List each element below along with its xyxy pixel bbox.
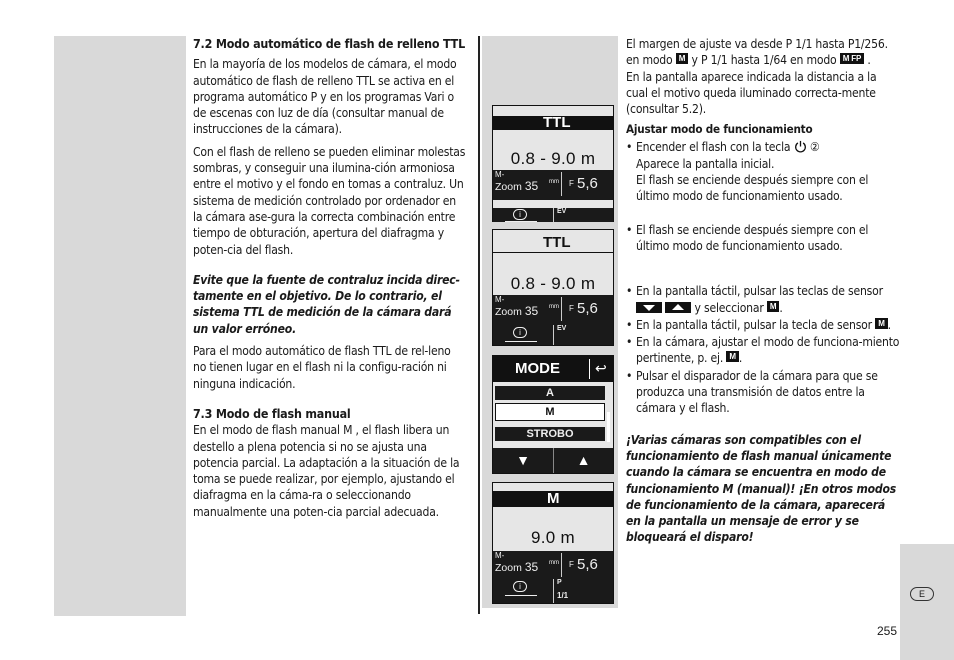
- distance-range: 0.8 - 9.0 m: [510, 274, 596, 293]
- bullet-dot: •: [626, 317, 633, 332]
- flash-screen-ttl-2: [492, 229, 614, 346]
- zoom-aperture-bar: [493, 551, 613, 581]
- separator: [561, 172, 562, 196]
- zoom-value: 35: [524, 179, 539, 193]
- text: El margen de ajuste va desde P 1/1 hasta P1/256. en modo: [626, 37, 888, 68]
- screen-header: [493, 356, 613, 382]
- f-label: F: [569, 304, 574, 313]
- screen-title: MODE: [515, 360, 560, 377]
- text: .: [867, 53, 871, 68]
- warning-paragraph: Evite que la fuente de contraluz incida direc-tamente en el objetivo. De lo contrario, el sistema TTL de medición de la cámara dará un valor erróneo.: [193, 272, 460, 336]
- separator: [561, 553, 562, 577]
- zoom-readout: [495, 304, 538, 318]
- distance-range: 0.8 - 9.0 m: [510, 149, 596, 168]
- text: El flash se enciende después siempre con el último modo de funcionamiento usado.: [636, 173, 869, 204]
- power-label: P: [557, 579, 562, 586]
- separator: [553, 208, 554, 222]
- list-item-text: [636, 334, 900, 367]
- f-label: F: [569, 560, 574, 569]
- screen-header: [493, 491, 613, 507]
- m-label: M-: [495, 551, 505, 560]
- bullet-dot: •: [626, 284, 633, 299]
- zoom-label: Zoom: [495, 306, 522, 318]
- page-number: 255: [877, 624, 898, 638]
- paragraph: En la pantalla aparece indicada la distancia a la cual el motivo queda iluminado correcta-mente (consultar 5.2).: [626, 69, 877, 117]
- bullet-dot: •: [626, 335, 633, 350]
- mm-unit: mm: [549, 179, 559, 185]
- header-rule: [493, 252, 613, 253]
- text: .: [887, 317, 891, 332]
- zoom-label: Zoom: [495, 181, 522, 193]
- screen-title: M: [547, 490, 560, 507]
- text: .: [738, 351, 743, 366]
- list-item: [626, 334, 900, 367]
- power-value: 1/1: [557, 591, 569, 600]
- m-mode-chip: M: [726, 351, 738, 362]
- list-item-text: [636, 283, 900, 316]
- list-item: [626, 139, 900, 204]
- screen-footer: [493, 325, 613, 345]
- zoom-aperture-bar: [493, 295, 613, 325]
- separator: [553, 325, 554, 345]
- list-item-text: [636, 317, 900, 333]
- paragraph: Para el modo automático de flash TTL de rel-leno no tienen lugar en el flash ni la configu-ración ni ninguna indicación.: [193, 344, 451, 391]
- text: .: [779, 300, 783, 315]
- mode-option-m: M: [495, 403, 605, 421]
- info-icon: i: [513, 581, 527, 592]
- paragraph: [626, 36, 900, 69]
- sensor-buttons: [493, 448, 613, 473]
- m-mode-chip: M: [767, 301, 779, 312]
- zoom-readout: [495, 560, 538, 574]
- mm-unit: mm: [549, 304, 559, 310]
- distance-range: 9.0 m: [530, 528, 576, 547]
- scrollbar: [607, 412, 610, 442]
- paragraph: En la mayoría de los modelos de cámara, el modo automático de flash de relleno TTL se activa en el programa automático P y en los programas Vari o de escenas con luz de día (consultar manual de instrucciones de la cámara).: [193, 57, 457, 137]
- m-label: M-: [495, 295, 505, 304]
- underline: [505, 341, 537, 342]
- bullet-dot: •: [626, 140, 633, 155]
- separator: [561, 297, 562, 321]
- text: y P 1/1 hasta 1/64 en modo: [691, 53, 837, 68]
- down-arrow-icon: ▼: [516, 452, 530, 468]
- back-icon: ↩: [595, 360, 607, 376]
- screen-title: TTL: [543, 114, 571, 131]
- zoom-value: 35: [524, 304, 539, 318]
- text: Aparece la pantalla inicial.: [636, 156, 775, 171]
- list-item: [626, 317, 900, 333]
- screen-footer: [493, 208, 613, 222]
- info-icon: i: [513, 327, 527, 338]
- zoom-readout: [495, 179, 538, 193]
- bullet-dot: •: [626, 368, 633, 383]
- zoom-label: Zoom: [495, 562, 522, 574]
- up-arrow-icon: ▲: [553, 448, 613, 473]
- list-item: [626, 222, 900, 255]
- m-mode-chip: M: [875, 318, 887, 329]
- flash-screen-manual: [492, 482, 614, 604]
- left-margin-band: [54, 36, 186, 616]
- column-divider: [478, 36, 480, 614]
- m-label: M-: [495, 170, 505, 179]
- f-value: 5,6: [577, 300, 598, 317]
- left-column: [193, 36, 467, 526]
- text: En la pantalla táctil, pulsar la tecla de sensor: [636, 317, 872, 332]
- flash-screen-mode: [492, 355, 614, 474]
- list-item: [626, 283, 900, 316]
- right-column: [626, 36, 900, 546]
- text: y seleccionar: [694, 300, 764, 315]
- down-sensor-icon: [636, 302, 662, 313]
- section-heading-7-2: 7.2 Modo automático de flash de relleno TTL: [193, 36, 465, 51]
- ev-label: EV: [557, 208, 567, 215]
- underline: [505, 595, 537, 596]
- text: Encender el flash con la tecla: [636, 140, 791, 155]
- bullet-dot: •: [626, 222, 633, 237]
- right-margin-band: [900, 544, 954, 660]
- f-value: 5,6: [577, 556, 598, 573]
- screen-title: TTL: [543, 234, 571, 251]
- mm-unit: mm: [549, 560, 559, 566]
- key-number: ②: [809, 140, 820, 155]
- m-fp-mode-chip: M FP: [840, 53, 864, 64]
- text: En la pantalla táctil, pulsar las teclas de sensor: [636, 284, 883, 299]
- up-sensor-icon: [665, 302, 691, 313]
- list-item-text: El flash se enciende después siempre con el último modo de funcionamiento usado.: [636, 222, 869, 253]
- f-label: F: [569, 179, 574, 188]
- list-item: [626, 368, 900, 417]
- power-icon: [794, 140, 807, 153]
- note-paragraph: ¡Varias cámaras son compatibles con el funcionamiento de flash manual únicamente cuando la cámara se encuentra en modo de funcionamiento M (manual)! ¡En otros modos de funcionamiento de la cámara, aparecerá en la pantalla un mensaje de error y se bloqueará el disparo!: [626, 432, 897, 545]
- screen-footer: [493, 579, 613, 603]
- list-item-text: Pulsar el disparador de la cámara para que se produzca una transmisión de datos entre la cámara y el flash.: [636, 368, 878, 416]
- f-value: 5,6: [577, 175, 598, 192]
- info-icon: i: [513, 209, 527, 220]
- paragraph: En el modo de flash manual M , el flash libera un destello a plena potencia si no se ajusta una potencia parcial. La adaptación a la situación de la toma se puede realizar, por ejemplo, ajustando el diafragma en la cáma-ra o seleccionando manualmente una poten-cia parcial adecuada.: [193, 423, 460, 519]
- screen-header: [493, 116, 613, 130]
- m-mode-chip: M: [676, 53, 688, 64]
- ev-label: EV: [557, 325, 567, 332]
- paragraph: Con el flash de relleno se pueden eliminar molestas sombras, y conseguir una ilumina-ción armoniosa entre el motivo y el fondo en tomas a contraluz. Un sistema de medición controlado por ordenador en la cámara ase-gura la correcta combinación entre tiempo de obturación, apertura del diafragma y poten-cia del flash.: [193, 144, 466, 257]
- zoom-value: 35: [524, 560, 539, 574]
- section-heading-7-3: 7.3 Modo de flash manual: [193, 405, 351, 421]
- text: En la cámara, ajustar el modo de funciona-miento pertinente, p. ej.: [636, 335, 900, 366]
- mode-option-a: A: [495, 386, 605, 400]
- underline: [505, 221, 537, 222]
- subheading: Ajustar modo de funcionamiento: [626, 122, 813, 137]
- separator: [553, 579, 554, 603]
- mode-option-strobo: STROBO: [495, 427, 605, 441]
- separator: [589, 359, 590, 379]
- list-item-text: [636, 139, 900, 204]
- zoom-aperture-bar: [493, 170, 613, 200]
- flash-screen-ttl-1: [492, 105, 614, 222]
- language-badge: E: [910, 587, 934, 601]
